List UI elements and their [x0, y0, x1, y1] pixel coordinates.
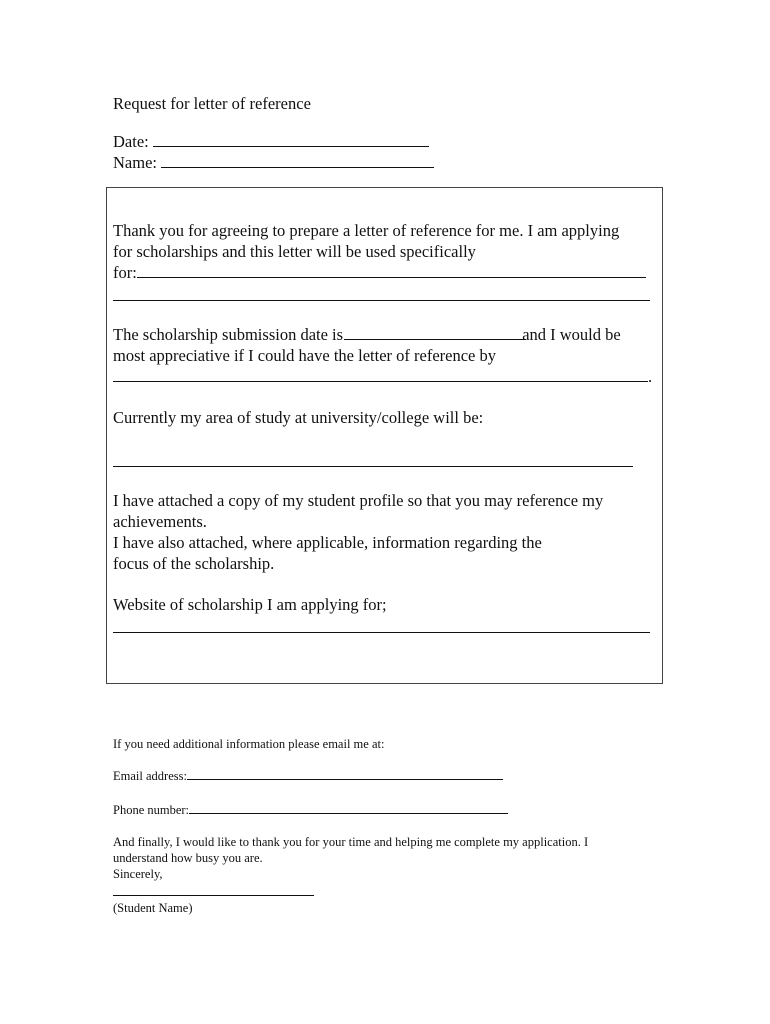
date-blank-line[interactable]	[153, 132, 429, 147]
date-field	[113, 132, 429, 152]
para4-line2: achievements.	[113, 512, 207, 531]
para1-line1: Thank you for agreeing to prepare a letter of reference for me. I am applying	[113, 221, 620, 240]
date-label: Date:	[113, 132, 149, 151]
name-blank-line[interactable]	[161, 153, 434, 168]
email-blank-line[interactable]	[187, 768, 503, 780]
para4-line1: I have attached a copy of my student profile so that you may reference my	[113, 491, 604, 510]
contact-intro: If you need additional information please email me at:	[113, 737, 385, 751]
name-field	[113, 153, 434, 173]
area-of-study-blank-line[interactable]	[113, 466, 633, 467]
sincerely: Sincerely,	[113, 867, 163, 881]
submission-date-blank[interactable]	[344, 325, 526, 340]
period: .	[648, 367, 653, 386]
appreciative-text: and I would be	[522, 325, 621, 344]
purpose-blank-line-2[interactable]	[113, 300, 650, 301]
thanks-line2: understand how busy you are.	[113, 851, 263, 865]
page-title: Request for letter of reference	[113, 94, 311, 113]
para1-line2: for scholarships and this letter will be used specifically	[113, 242, 476, 261]
para2-line1	[113, 324, 621, 345]
phone-field	[113, 802, 508, 818]
purpose-blank-line[interactable]	[137, 263, 646, 278]
student-name-label: (Student Name)	[113, 901, 193, 915]
purpose-label: for:	[113, 263, 137, 282]
email-field	[113, 768, 503, 784]
para2-line3	[113, 366, 652, 387]
submission-date-text: The scholarship submission date is	[113, 325, 344, 344]
phone-blank-line[interactable]	[189, 802, 508, 814]
phone-label: Phone number:	[113, 803, 190, 817]
para5-website: Website of scholarship I am applying for;	[113, 595, 387, 614]
reference-by-date-blank[interactable]	[113, 367, 648, 382]
para1-line3	[113, 262, 646, 283]
para4-line3: I have also attached, where applicable, information regarding the	[113, 533, 542, 552]
para4-line4: focus of the scholarship.	[113, 554, 275, 573]
thanks-line1: And finally, I would like to thank you for your time and helping me complete my application. I	[113, 835, 589, 849]
website-blank-line[interactable]	[113, 632, 650, 633]
email-label: Email address:	[113, 769, 187, 783]
signature-line[interactable]	[113, 895, 314, 896]
para3-area-of-study: Currently my area of study at university/college will be:	[113, 408, 484, 427]
name-label: Name:	[113, 153, 157, 172]
para2-line2: most appreciative if I could have the letter of reference by	[113, 346, 496, 365]
